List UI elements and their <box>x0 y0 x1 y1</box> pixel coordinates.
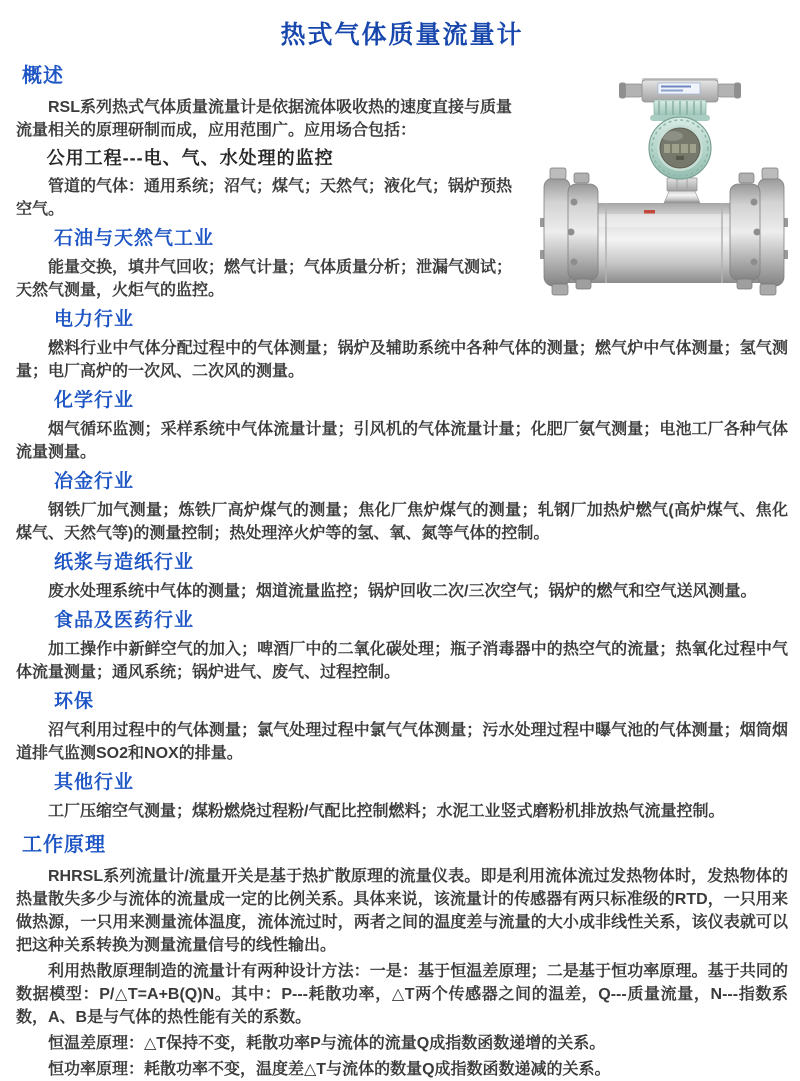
section-heading-overview: 概述 <box>22 65 64 87</box>
industry-text-chemical: 烟气循环监测；采样系统中气体流量计量；引风机的气体流量计量；化肥厂氨气测量；电池工厂各种气体流量测量。 <box>16 421 788 461</box>
thermal-mass-flow-meter-photo <box>540 72 788 298</box>
page-title: 热式气体质量流量计 <box>280 21 524 49</box>
industry-heading-pulp-paper: 纸浆与造纸行业 <box>54 552 195 573</box>
section-heading-working-principle: 工作原理 <box>22 834 106 856</box>
utility-engineering-text: 管道的气体：通用系统；沼气；煤气；天然气；液化气；锅炉预热空气。 <box>16 178 513 218</box>
principle-paragraph-3: 恒温差原理：△T保持不变，耗散功率P与流体的流量Q成指数函数递增的关系。 <box>48 1035 606 1052</box>
utility-engineering-subheading: 公用工程---电、气、水处理的监控 <box>46 148 334 168</box>
industry-heading-other: 其他行业 <box>54 772 135 793</box>
principle-paragraph-2: 利用热散原理制造的流量计有两种设计方法：一是：基于恒温差原理；二是基于恒功率原理。基于共同的数据模型：P/△T=A+B(Q)N。其中：P---耗散功率，△T两个传感器之间的温差，Q---质量流量，N---指数系数，A、B是与气体的热性能有关的系数。 <box>16 963 788 1026</box>
industry-text-oil-gas: 能量交换，填井气回收；燃气计量；气体质量分析；泄漏气测试；天然气测量，火炬气的监控。 <box>16 259 513 299</box>
principle-paragraph-1: RHRSL系列流量计/流量开关是基于热扩散原理的流量仪表。即是利用流体流过发热物体时，发热物体的热量散失多少与流体的流量成一定的比例关系。具体来说，该流量计的传感器有两只标准级的RTD，一只用来做热源，一只用来测量流体温度，流体流过时，两者之间的温度差与流量的大小成非线性关系，该仪表就可以把这种关系转换为测量流量信号的线性输出。 <box>16 868 788 954</box>
industry-heading-food-pharma: 食品及医药行业 <box>54 610 195 631</box>
industry-text-pulp-paper: 废水处理系统中气体的测量；烟道流量监控；锅炉回收二次/三次空气；锅炉的燃气和空气送风测量。 <box>48 583 757 600</box>
industry-heading-power: 电力行业 <box>54 309 135 330</box>
flow-meter-illustration <box>540 72 788 298</box>
industry-heading-environment: 环保 <box>54 691 95 712</box>
industry-text-other: 工厂压缩空气测量；煤粉燃烧过程粉/气配比控制燃料；水泥工业竖式磨粉机排放热气流量控制。 <box>48 803 725 820</box>
industry-text-food-pharma: 加工操作中新鲜空气的加入；啤酒厂中的二氧化碳处理；瓶子消毒器中的热空气的流量；热氧化过程中气体流量测量；通风系统；锅炉进气、废气、过程控制。 <box>16 641 788 681</box>
industry-text-power: 燃料行业中气体分配过程中的气体测量；锅炉及辅助系统中各种气体的测量；燃气炉中气体测量；氢气测量；电厂高炉的一次风、二次风的测量。 <box>16 340 788 380</box>
industry-heading-chemical: 化学行业 <box>54 390 135 411</box>
industry-heading-metallurgy: 冶金行业 <box>54 471 135 492</box>
principle-paragraph-4: 恒功率原理：耗散功率不变，温度差△T与流体的数量Q成指数函数递减的关系。 <box>48 1061 611 1078</box>
overview-intro-text: RSL系列热式气体质量流量计是依据流体吸收热的速度直接与质量流量相关的原理研制而成，应用范围广。应用场合包括： <box>16 99 513 139</box>
industry-text-environment: 沼气利用过程中的气体测量；氯气处理过程中氯气气体测量；污水处理过程中曝气池的气体测量；烟筒烟道排气监测SO2和NOX的排量。 <box>16 722 788 762</box>
industry-text-metallurgy: 钢铁厂加气测量；炼铁厂高炉煤气的测量；焦化厂焦炉煤气的测量；轧钢厂加热炉燃气(高炉煤气、焦化煤气、天然气等)的测量控制；热处理淬火炉等的氢、氧、氮等气体的控制。 <box>16 502 788 542</box>
industry-heading-oil-gas: 石油与天然气工业 <box>54 228 215 249</box>
